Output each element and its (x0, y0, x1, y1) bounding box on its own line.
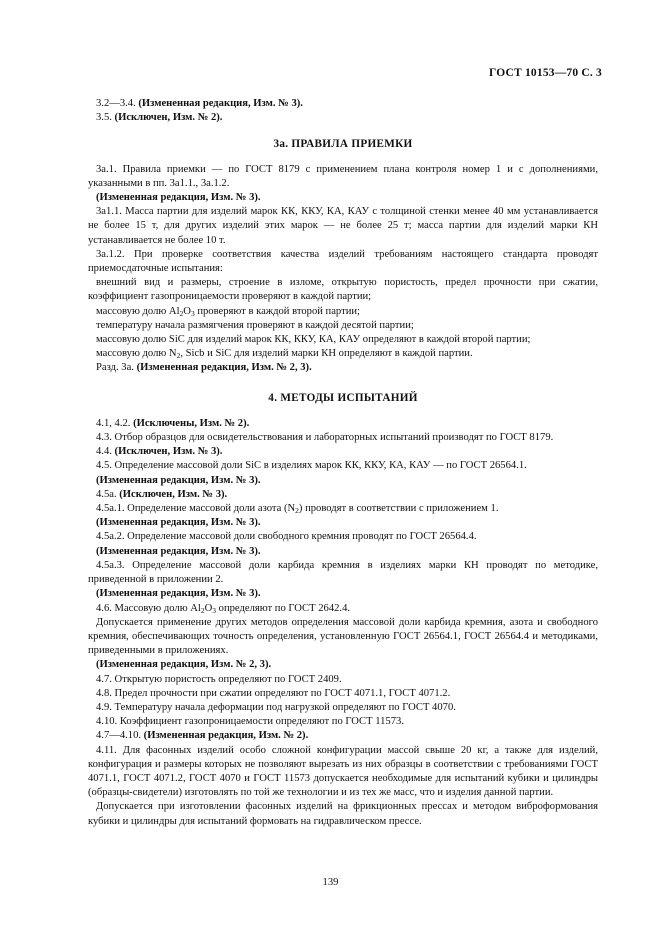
paragraph: Допускается применение других методов определения массовой доли карбида кремния, азота и свободного кремния, обеспечивающих точность определения, установленную ГОСТ 26564.1, ГОСТ 26564.4 и методиками, приведенными в приложениях. (88, 616, 598, 657)
amendment-note: (Измененная редакция, Изм. № 2, 3). (96, 659, 272, 671)
paragraph: 4.5а.2. Определение массовой доли свободного кремния проводят по ГОСТ 26564.4. (96, 531, 477, 543)
paragraph: 3а1.1. Масса партии для изделий марок КК, ККУ, КА, КАУ с толщиной стенки менее 40 мм устанавливается не более 15 т, для других изделий этих марок — не более 25 т; масса партии для изделий марки КН устанавливается не более 10 т. (88, 206, 598, 246)
amendment-note: (Измененная редакция, Изм. № 3). (96, 474, 261, 486)
paragraph: 4.1, 4.2. (Исключены, Изм. № 2). (96, 417, 250, 429)
paragraph: 4.9. Температуру начала деформации под нагрузкой определяют по ГОСТ 4070. (96, 701, 456, 713)
paragraph: температуру начала размягчения проверяют в каждой десятой партии; (96, 319, 414, 331)
amendment-note: (Измененная редакция, Изм. № 3). (96, 192, 261, 204)
paragraph: Допускается при изготовлении фасонных изделий на фрикционных прессах и методом виброформования кубики и цилиндры для испытаний формовать на гидравлическом прессе. (88, 801, 598, 827)
paragraph: 4.10. Коэффициент газопроницаемости определяют по ГОСТ 11573. (96, 716, 404, 728)
page-header: ГОСТ 10153—70 С. 3 (489, 67, 602, 79)
page-number: 139 (322, 877, 339, 888)
page-content (88, 97, 598, 829)
paragraph: 4.4. (Исключен, Изм. № 3). (96, 446, 223, 458)
paragraph: 4.3. Отбор образцов для освидетельствования и лабораторных испытаний производят по ГОСТ 8179. (96, 432, 554, 444)
amendment-note: (Измененная редакция, Изм. № 3). (96, 517, 261, 529)
paragraph: 4.5. Определение массовой доли SiC в изделиях марок КК, ККУ, КА, КАУ — по ГОСТ 26564.1. (96, 460, 527, 472)
paragraph: массовую долю SiC для изделий марок КК, ККУ, КА, КАУ определяют в каждой второй партии; (96, 334, 531, 346)
paragraph: Разд. 3а. (Измененная редакция, Изм. № 2, 3). (96, 362, 312, 374)
paragraph: 4.5а.1. Определение массовой доли азота $(N_2)$ проводят в соответствии с приложением 1. (96, 503, 499, 516)
paragraph: 4.7—4.10. (Измененная редакция, Изм. № 2). (96, 730, 309, 742)
amendment-note: (Измененная редакция, Изм. № 3). (96, 588, 261, 600)
paragraph: 4.11. Для фасонных изделий особо сложной конфигурации массой свыше 20 кг, а также для изделий, конфигурация и размеры которых не позволяют вырезать из них образцы в соответствии с требованиями ГОСТ 4071.1, ГОСТ 4071.2, ГОСТ 4070 и ГОСТ 11573 допускается необходимые для испытаний кубики и цилиндры (образцы-свидетели) изготовлять по той же технологии и из тех же масс, что и изделия данной партии. (88, 744, 598, 799)
paragraph: 4.6. Массовую долю $Al_2O_3$ определяют по ГОСТ 2642.4. (96, 602, 351, 615)
paragraph: 3.5. (Исключен, Изм. № 2). (96, 112, 223, 124)
paragraph: 4.5а. (Исключен, Изм. № 3). (96, 488, 228, 500)
amendment-note: (Измененная редакция, Изм. № 3). (96, 545, 261, 557)
paragraph: 3а.1.2. При проверке соответствия качества изделий требованиям настоящего стандарта проводят приемосдаточные испытания: (88, 248, 598, 275)
paragraph: 4.5а.3. Определение массовой доли карбида кремния в изделиях марки КН проводят по методике, приведенной в приложении 2. (88, 559, 598, 586)
paragraph: 4.7. Открытую пористость определяют по ГОСТ 2409. (96, 673, 342, 685)
section-heading-3a: 3а. ПРАВИЛА ПРИЕМКИ (273, 138, 413, 151)
paragraph: массовую долю $N_2$, Sicb и SiC для изделий марки КН определяют в каждой партии. (96, 348, 473, 361)
paragraph: 3.2—3.4. (Измененная редакция, Изм. № 3). (96, 98, 303, 109)
paragraph: массовую долю $Al_2O_3$ проверяют в каждой второй партии; (96, 305, 361, 318)
paragraph: внешний вид и размеры, строение в изломе, открытую пористость, предел прочности при сжатии, коэффициент газопроницаемости проверяют в каждой партии; (88, 277, 598, 303)
section-heading-4: 4. МЕТОДЫ ИСПЫТАНИЙ (268, 391, 418, 404)
paragraph: 3а.1. Правила приемки — по ГОСТ 8179 с применением плана контроля номер 1 и с дополнениями, указанными в пп. 3а1.1., 3а.1.2. (88, 163, 598, 189)
paragraph: 4.8. Предел прочности при сжатии определяют по ГОСТ 4071.1, ГОСТ 4071.2. (96, 687, 451, 699)
